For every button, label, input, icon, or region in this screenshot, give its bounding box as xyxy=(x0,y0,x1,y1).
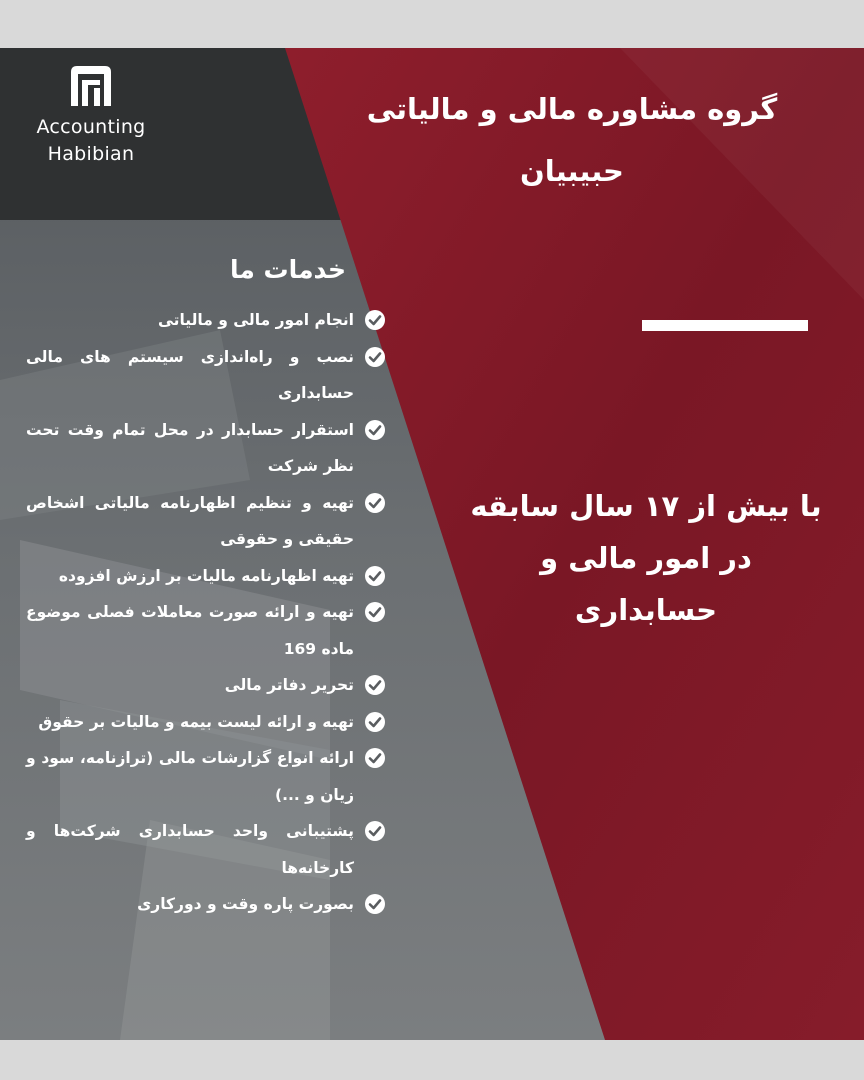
page-title xyxy=(332,78,812,202)
service-item-label: استقرار حسابدار در محل تمام وقت تحت نظر شرکت xyxy=(26,420,354,475)
tagline-line-1: با بیش از ۱۷ سال سابقه xyxy=(470,489,822,523)
check-circle-icon xyxy=(364,747,386,769)
service-item-label: تهیه و ارائه صورت معاملات فصلی موضوع ماده 169 xyxy=(26,603,354,658)
service-item xyxy=(26,667,386,704)
service-item-label: تهیه و ارائه لیست بیمه و مالیات بر حقوق xyxy=(38,712,354,731)
service-item xyxy=(26,594,386,667)
service-item-label: تحریر دفاتر مالی xyxy=(224,676,354,694)
services-list xyxy=(26,302,386,923)
service-item-label: انجام امور مالی و مالیاتی xyxy=(157,311,354,329)
service-item xyxy=(26,485,386,558)
service-item-label: پشتیبانی واحد حسابداری شرکت‌ها و کارخانه‌ها xyxy=(26,822,354,877)
title-line-2: حبیبیان xyxy=(520,154,624,188)
brand-line-1: Accounting xyxy=(36,116,146,138)
service-item-label: ارائه انواع گزارشات مالی (ترازنامه، سود و زیان و ...) xyxy=(26,749,354,804)
check-circle-icon xyxy=(364,346,386,368)
check-circle-icon xyxy=(364,601,386,623)
service-item xyxy=(26,704,386,741)
check-circle-icon xyxy=(364,674,386,696)
service-item xyxy=(26,813,386,886)
service-item-label: نصب و راه‌اندازی سیستم های مالی حسابداری xyxy=(26,347,354,402)
tagline-line-3: حسابداری xyxy=(574,593,718,627)
brand-line-2: Habibian xyxy=(47,143,135,165)
service-item xyxy=(26,302,386,339)
service-item-label: بصورت پاره وقت و دورکاری xyxy=(137,895,354,913)
divider xyxy=(642,320,808,331)
check-circle-icon xyxy=(364,711,386,733)
check-circle-icon xyxy=(364,820,386,842)
check-circle-icon xyxy=(364,565,386,587)
service-item xyxy=(26,886,386,923)
title-line-1: گروه مشاوره مالی و مالیاتی xyxy=(366,92,778,126)
services-title: خدمات ما xyxy=(229,255,346,284)
service-item-label: تهیه و تنظیم اظهارنامه مالیاتی اشخاص حقیقی و حقوقی xyxy=(26,493,354,548)
check-circle-icon xyxy=(364,492,386,514)
service-item xyxy=(26,740,386,813)
check-circle-icon xyxy=(364,419,386,441)
building-columns-logo-icon xyxy=(67,62,115,108)
check-circle-icon xyxy=(364,309,386,331)
tagline-line-2: در امور مالی و xyxy=(540,541,752,575)
service-item xyxy=(26,339,386,412)
experience-tagline xyxy=(446,480,846,636)
service-item xyxy=(26,558,386,595)
check-circle-icon xyxy=(364,893,386,915)
service-item xyxy=(26,412,386,485)
brand-logo xyxy=(22,62,160,168)
service-item-label: تهیه اظهارنامه مالیات بر ارزش افزوده xyxy=(58,566,354,585)
